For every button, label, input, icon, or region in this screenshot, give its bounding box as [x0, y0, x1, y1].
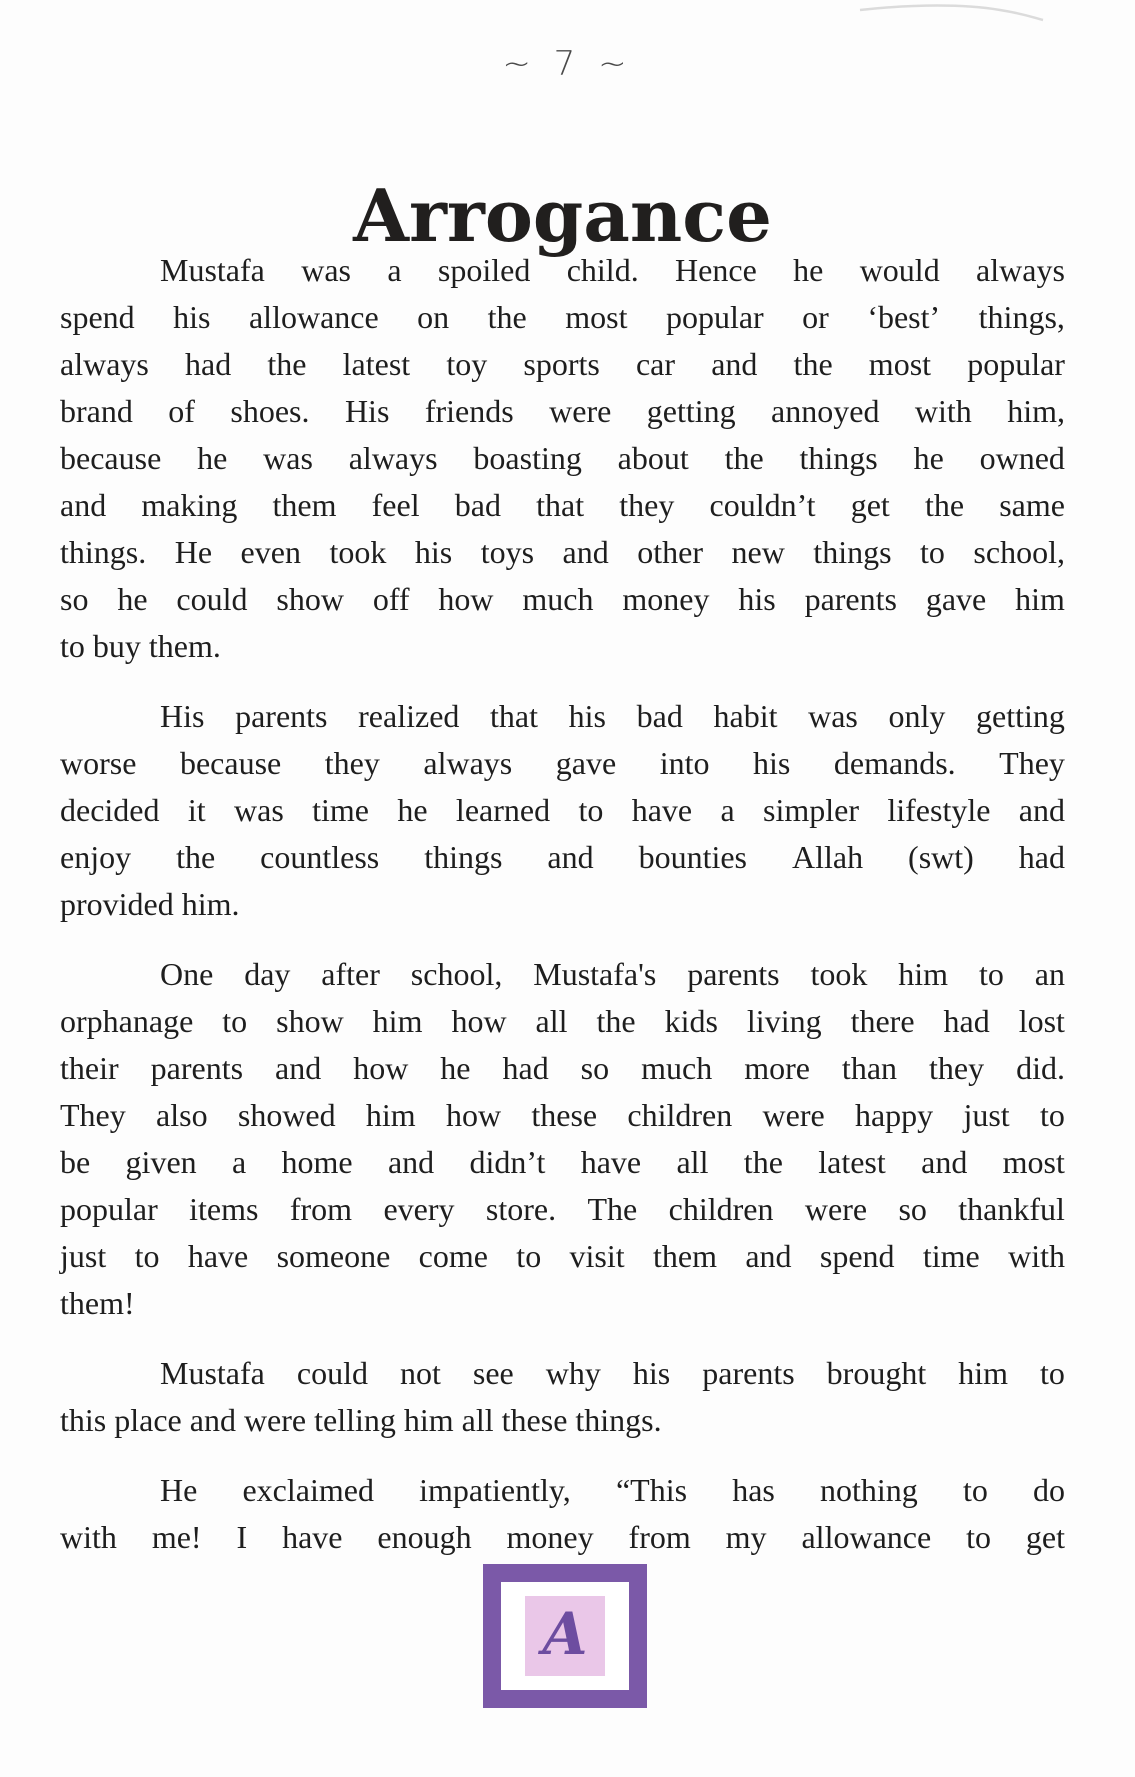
- text-line: One day after school, Mustafa's parents took him to an: [160, 956, 1065, 992]
- chapter-title: Arrogance: [353, 173, 772, 259]
- text-line: things. He even took his toys and other new things to school,: [60, 534, 1065, 570]
- text-line: their parents and how he had so much more than they did.: [60, 1050, 1065, 1086]
- text-line: brand of shoes. His friends were getting annoyed with him,: [60, 393, 1065, 429]
- text-line: enjoy the countless things and bounties Allah (swt) had: [60, 839, 1065, 875]
- text-line: spend his allowance on the most popular or ‘best’ things,: [60, 299, 1065, 335]
- paragraph: [60, 951, 1065, 1327]
- text-line: popular items from every store. The children were so thankful: [60, 1191, 1065, 1227]
- page-number: ~ 7 ~: [502, 44, 633, 84]
- text-line: Mustafa was a spoiled child. Hence he would always: [160, 252, 1065, 288]
- text-line: Mustafa could not see why his parents brought him to: [160, 1355, 1065, 1391]
- text-line: them!: [60, 1285, 135, 1321]
- text-line: be given a home and didn’t have all the latest and most: [60, 1144, 1065, 1180]
- paragraph: [60, 1350, 1065, 1444]
- text-line: so he could show off how much money his parents gave him: [60, 581, 1065, 617]
- text-line: because he was always boasting about the things he owned: [60, 440, 1065, 476]
- text-line: They also showed him how these children were happy just to: [60, 1097, 1065, 1133]
- text-line: always had the latest toy sports car and the most popular: [60, 346, 1065, 382]
- text-line: His parents realized that his bad habit was only getting: [160, 698, 1065, 734]
- text-line: just to have someone come to visit them and spend time with: [60, 1238, 1065, 1274]
- ornament-letter: A: [542, 1600, 588, 1668]
- text-line: and making them feel bad that they couldn’t get the same: [60, 487, 1065, 523]
- text-line: provided him.: [60, 886, 240, 922]
- page-body: [60, 247, 1065, 1584]
- chapter-ornament: [483, 1564, 647, 1708]
- paragraph: [60, 693, 1065, 928]
- text-line: orphanage to show him how all the kids living there had lost: [60, 1003, 1065, 1039]
- paragraph: [60, 1467, 1065, 1561]
- text-line: worse because they always gave into his demands. They: [60, 745, 1065, 781]
- ornament-inner-square: [525, 1596, 605, 1676]
- text-line: decided it was time he learned to have a simpler lifestyle and: [60, 792, 1065, 828]
- text-line: with me! I have enough money from my allowance to get: [60, 1519, 1065, 1555]
- text-line: to buy them.: [60, 628, 221, 664]
- text-line: this place and were telling him all these things.: [60, 1402, 662, 1438]
- text-line: He exclaimed impatiently, “This has nothing to do: [160, 1472, 1065, 1508]
- paragraph: [60, 247, 1065, 670]
